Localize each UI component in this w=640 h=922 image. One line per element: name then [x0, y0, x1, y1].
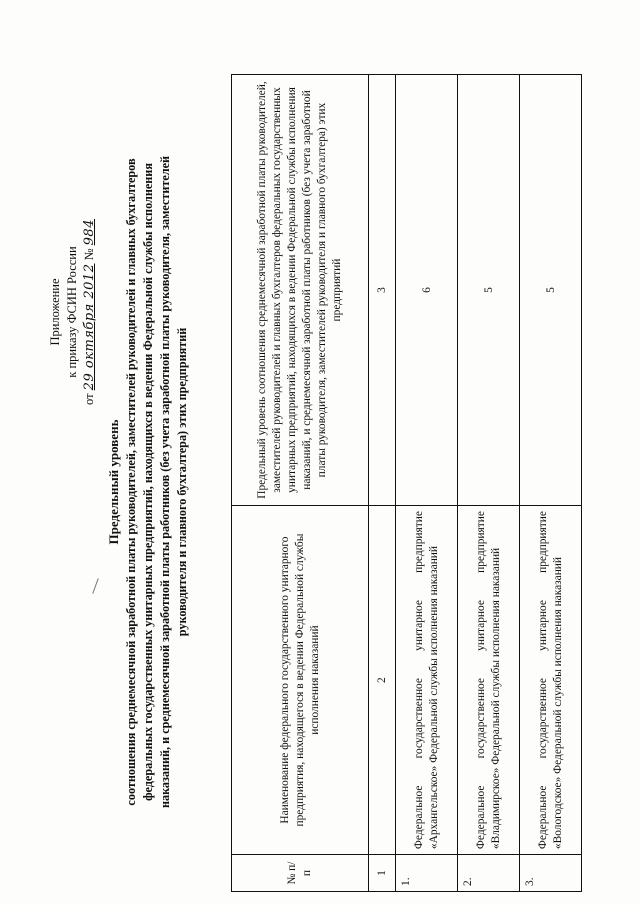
header-ratio-limit: Предельный уровень соотношения среднемесячной заработной платы руководителей, заместителей руководителей и главных бухгалтеров федеральных государственных унитарных предприятий, находящихся в ведении Федеральной службы исполнения наказаний, и среднемесячной заработной платы работников (без учета заработной платы руководителя, заместителей руководителя и главного бухгалтера) этих предприятий [232, 75, 369, 506]
handwritten-number: 984 [82, 219, 97, 246]
appendix-from-label: от [82, 393, 96, 405]
index-cell: 3 [369, 75, 396, 506]
index-cell: 1 [369, 855, 396, 892]
header-enterprise-name: Наименование федерального государственного унитарного предприятия, находящегося в ведении Федеральной службы исполнения наказаний [232, 506, 369, 855]
row-number: 1. [396, 855, 458, 892]
appendix-order-ref: к приказу ФСИН России [65, 246, 79, 378]
title-main: Предельный уровень [106, 419, 121, 545]
table-index-row [369, 75, 396, 892]
enterprise-name: Федеральное государственное унитарное предприятие «Архангельское» Федеральной службы исполнения наказаний [396, 506, 458, 855]
enterprise-name: Федеральное государственное унитарное предприятие «Вологодское» Федеральной службы исполнения наказаний [520, 506, 582, 855]
rotated-document [5, 52, 565, 922]
title-line-3: наказаний, и среднемесячной заработной платы работников (без учета заработной платы руководителя, заместителей [158, 155, 172, 809]
header-number: № п/п [232, 855, 369, 892]
ratio-value: 5 [458, 75, 520, 506]
table-row [520, 75, 582, 892]
document-title [105, 72, 191, 892]
table-row [396, 75, 458, 892]
row-number: 3. [520, 855, 582, 892]
enterprise-name: Федеральное государственное унитарное предприятие «Владимирское» Федеральной службы исполнения наказаний [458, 506, 520, 855]
ratio-value: 5 [520, 75, 582, 506]
index-cell: 2 [369, 506, 396, 855]
ratio-table [231, 74, 582, 892]
title-line-1: соотношения среднемесячной заработной платы руководителей, заместителей руководителей и главных бухгалтеров [124, 158, 138, 806]
row-number: 2. [458, 855, 520, 892]
appendix-label: Приложение [48, 278, 62, 346]
appendix-number-label: № [82, 248, 96, 261]
appendix-block [47, 182, 98, 442]
ratio-value: 6 [396, 75, 458, 506]
title-line-2: федеральных государственных унитарных предприятий, находящихся в ведении Федеральной службы исполнения [141, 163, 155, 801]
appendix-date-line [81, 182, 98, 442]
table-row [458, 75, 520, 892]
title-line-4: руководителя и главного бухгалтера) этих предприятий [175, 327, 189, 637]
table-header-row [232, 75, 369, 892]
handwritten-date: 29 октября 2012 [82, 263, 97, 391]
